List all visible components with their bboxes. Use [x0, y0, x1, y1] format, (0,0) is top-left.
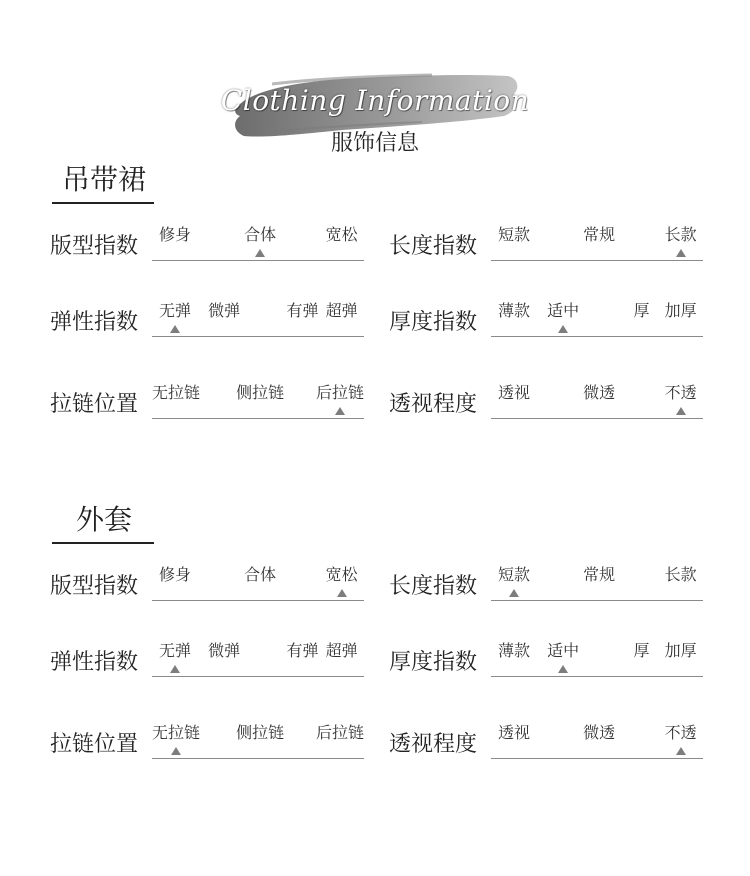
option-label: 薄款: [498, 641, 531, 660]
selected-triangle-marker: [170, 665, 180, 673]
option-scale: [152, 300, 364, 336]
option-scale: [491, 564, 703, 600]
option-label: 宽松: [325, 565, 358, 584]
option-scale: [152, 382, 364, 418]
option-label: 微弹: [208, 301, 241, 320]
attribute-label: 长度指数: [389, 574, 478, 599]
attribute-row: [50, 722, 370, 782]
option-label: 超弹: [325, 301, 358, 320]
option-scale: [491, 382, 703, 418]
selected-triangle-marker: [509, 589, 519, 597]
selected-triangle-marker: [676, 249, 686, 257]
attribute-label: 长度指数: [389, 234, 478, 259]
attribute-label: 拉链位置: [50, 392, 139, 417]
option-label: 加厚: [664, 301, 697, 320]
scale-baseline: [152, 600, 364, 601]
option-label: 长款: [664, 565, 697, 584]
attribute-row: [389, 564, 709, 624]
option-scale: [491, 722, 703, 758]
option-label: 长款: [664, 225, 697, 244]
scale-baseline: [491, 676, 703, 677]
option-label: 透视: [498, 723, 531, 742]
option-label: 宽松: [325, 225, 358, 244]
option-label: 透视: [498, 383, 531, 402]
selected-triangle-marker: [676, 747, 686, 755]
option-label: 有弹: [286, 301, 319, 320]
attribute-row: [389, 722, 709, 782]
option-label: 短款: [498, 565, 531, 584]
attribute-label: 弹性指数: [50, 650, 139, 675]
option-label: 无拉链: [152, 383, 201, 402]
scale-baseline: [152, 418, 364, 419]
attribute-label: 拉链位置: [50, 732, 139, 757]
option-label: 不透: [664, 383, 697, 402]
selected-triangle-marker: [255, 249, 265, 257]
attribute-label: 透视程度: [389, 392, 478, 417]
option-scale: [152, 224, 364, 260]
section-title: 吊带裙: [61, 163, 146, 196]
scale-baseline: [152, 676, 364, 677]
option-label: 薄款: [498, 301, 531, 320]
option-label: 修身: [159, 565, 192, 584]
option-scale: [491, 300, 703, 336]
section-1: [0, 160, 750, 460]
attribute-label: 弹性指数: [50, 310, 139, 335]
scale-baseline: [491, 260, 703, 261]
option-label: 微弹: [208, 641, 241, 660]
selected-triangle-marker: [170, 325, 180, 333]
option-scale: [152, 564, 364, 600]
attribute-label: 厚度指数: [389, 310, 478, 335]
section-title-underline: [52, 542, 154, 544]
attribute-row: [389, 224, 709, 284]
option-label: 合体: [244, 565, 277, 584]
option-label: 无弹: [159, 641, 192, 660]
selected-triangle-marker: [558, 325, 568, 333]
option-label: 后拉链: [315, 723, 364, 742]
scale-baseline: [152, 336, 364, 337]
option-label: 微透: [583, 383, 616, 402]
option-label: 超弹: [325, 641, 358, 660]
option-label: 有弹: [286, 641, 319, 660]
selected-triangle-marker: [337, 589, 347, 597]
selected-triangle-marker: [335, 407, 345, 415]
option-label: 合体: [244, 225, 277, 244]
attribute-label: 厚度指数: [389, 650, 478, 675]
attribute-label: 版型指数: [50, 574, 139, 599]
option-label: 厚: [633, 641, 650, 660]
scale-baseline: [491, 418, 703, 419]
attribute-label: 版型指数: [50, 234, 139, 259]
section-title: 外套: [75, 503, 132, 536]
script-title: Clothing Information: [220, 84, 530, 117]
option-label: 短款: [498, 225, 531, 244]
option-label: 加厚: [664, 641, 697, 660]
option-label: 后拉链: [315, 383, 364, 402]
option-label: 无弹: [159, 301, 192, 320]
attribute-row: [50, 300, 370, 360]
section-2: [0, 500, 750, 800]
attribute-row: [389, 382, 709, 442]
option-label: 微透: [583, 723, 616, 742]
attribute-row: [389, 300, 709, 360]
option-label: 侧拉链: [236, 723, 285, 742]
selected-triangle-marker: [171, 747, 181, 755]
attribute-row: [389, 640, 709, 700]
selected-triangle-marker: [676, 407, 686, 415]
option-label: 无拉链: [152, 723, 201, 742]
section-title-underline: [52, 202, 154, 204]
page-header: [0, 60, 750, 160]
option-scale: [152, 640, 364, 676]
scale-baseline: [152, 758, 364, 759]
option-scale: [491, 640, 703, 676]
option-label: 不透: [664, 723, 697, 742]
attribute-row: [50, 640, 370, 700]
page-subtitle: 服饰信息: [330, 131, 419, 156]
option-label: 常规: [583, 225, 616, 244]
attribute-label: 透视程度: [389, 732, 478, 757]
option-scale: [491, 224, 703, 260]
option-label: 厚: [633, 301, 650, 320]
option-label: 修身: [159, 225, 192, 244]
option-label: 适中: [547, 301, 580, 320]
attribute-row: [50, 564, 370, 624]
option-scale: [152, 722, 364, 758]
option-label: 常规: [583, 565, 616, 584]
option-label: 适中: [547, 641, 580, 660]
scale-baseline: [491, 336, 703, 337]
scale-baseline: [491, 600, 703, 601]
attribute-row: [50, 382, 370, 442]
scale-baseline: [152, 260, 364, 261]
option-label: 侧拉链: [236, 383, 285, 402]
attribute-row: [50, 224, 370, 284]
selected-triangle-marker: [558, 665, 568, 673]
scale-baseline: [491, 758, 703, 759]
